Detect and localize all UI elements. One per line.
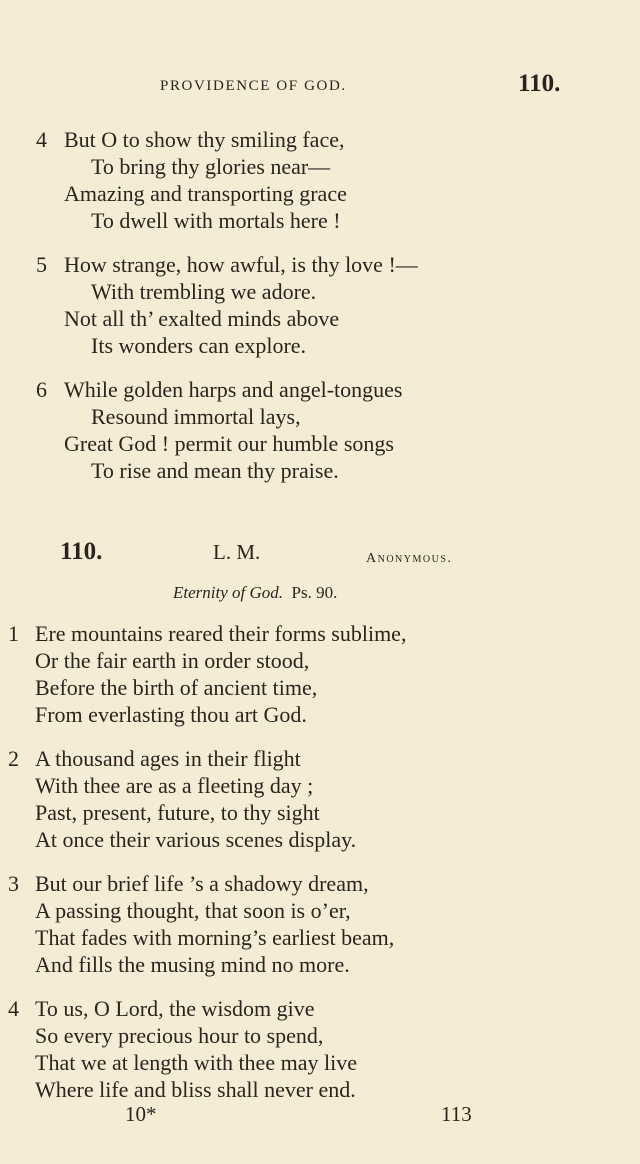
- hymn-subtitle: [173, 583, 337, 603]
- verse-line: From everlasting thou art God.: [35, 702, 307, 727]
- verse-line: And fills the musing mind no more.: [35, 952, 350, 977]
- stanza-number: 4: [8, 996, 19, 1021]
- verse-line: A passing thought, that soon is o’er,: [35, 898, 351, 923]
- page-number: 113: [441, 1102, 472, 1126]
- verse-line: Before the birth of ancient time,: [35, 675, 318, 700]
- verse-line: While golden harps and angel-tongues: [64, 377, 403, 402]
- verse-line: Where life and bliss shall never end.: [35, 1077, 356, 1102]
- stanza-number: 5: [36, 252, 47, 277]
- running-header-title: PROVIDENCE OF GOD.: [160, 78, 347, 94]
- signature-mark: 10*: [125, 1102, 157, 1126]
- hymn-subtitle-title: Eternity of God.: [173, 583, 284, 602]
- verse-line: But O to show thy smiling face,: [64, 127, 345, 152]
- hymn-author: Anonymous.: [366, 551, 453, 566]
- verse-line: Amazing and transporting grace: [64, 181, 347, 206]
- verse-line: But our brief life ’s a shadowy dream,: [35, 871, 369, 896]
- verse-line: That we at length with thee may live: [35, 1050, 357, 1075]
- hymn-meter: L. M.: [213, 540, 261, 564]
- verse-line: With thee are as a fleeting day ;: [35, 773, 314, 798]
- verse-line: To bring thy glories near—: [91, 154, 331, 179]
- verse-line: That fades with morning’s earliest beam,: [35, 925, 395, 950]
- verse-line: So every precious hour to spend,: [35, 1023, 324, 1048]
- verse-line: Its wonders can explore.: [91, 333, 307, 358]
- stanza-number: 3: [8, 871, 19, 896]
- running-header-hymn-number: 110.: [518, 70, 561, 97]
- verse-line: Not all th’ exalted minds above: [64, 306, 340, 331]
- verse-line: Past, present, future, to thy sight: [35, 800, 320, 825]
- stanza-number: 6: [36, 377, 47, 402]
- verse-line: Great God ! permit our humble songs: [64, 431, 394, 456]
- stanza-number: 2: [8, 746, 19, 771]
- verse-line: How strange, how awful, is thy love !—: [64, 252, 418, 277]
- verse-line: A thousand ages in their flight: [35, 746, 301, 771]
- stanza-number: 4: [36, 127, 47, 152]
- verse-line: Resound immortal lays,: [91, 404, 301, 429]
- stanza-number: 1: [8, 621, 19, 646]
- verse-line: To us, O Lord, the wisdom give: [35, 996, 315, 1021]
- verse-line: Ere mountains reared their forms sublime,: [35, 621, 407, 646]
- hymn-subtitle-reference: Ps. 90.: [291, 583, 338, 602]
- verse-line: To dwell with mortals here !: [91, 208, 341, 233]
- verse-line: Or the fair earth in order stood,: [35, 648, 310, 673]
- verse-line: At once their various scenes display.: [35, 827, 357, 852]
- hymn-number: 110.: [60, 538, 103, 565]
- verse-line: To rise and mean thy praise.: [91, 458, 339, 483]
- verse-line: With trembling we adore.: [91, 279, 317, 304]
